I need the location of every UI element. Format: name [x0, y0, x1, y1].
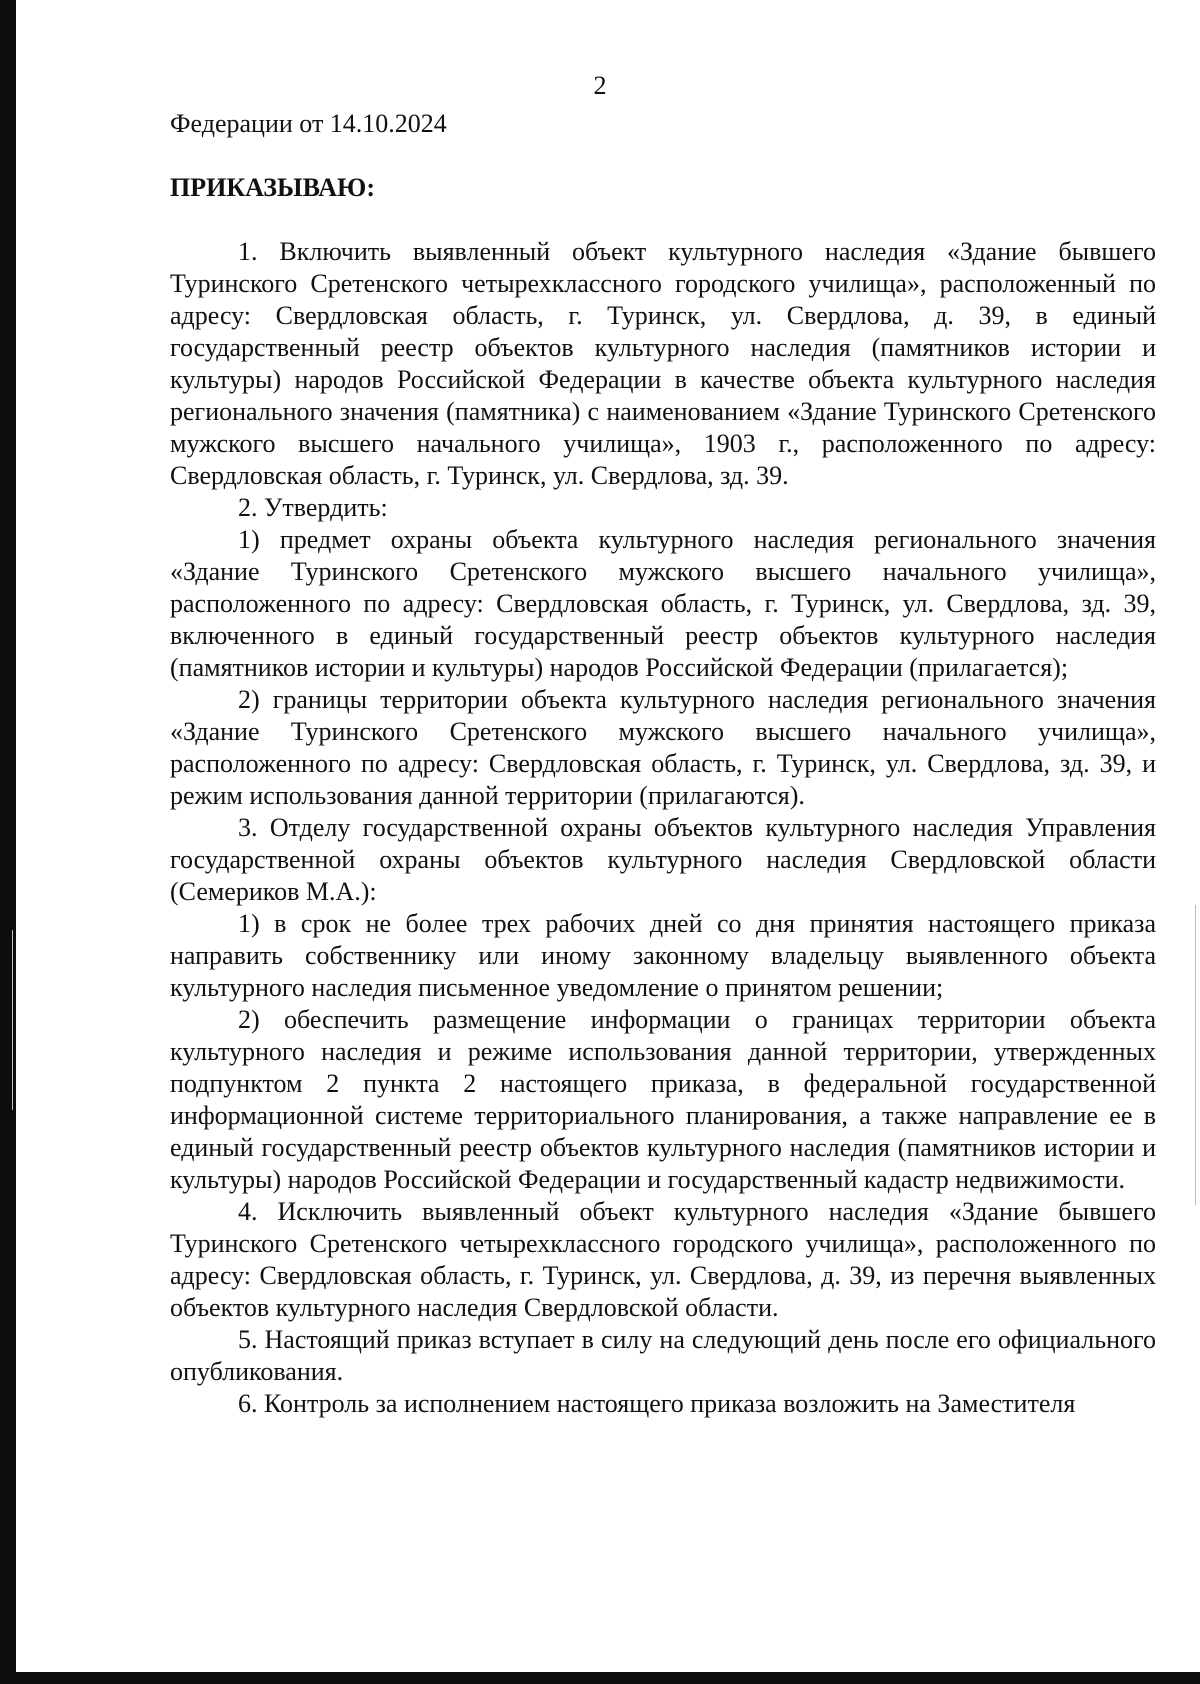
- paragraph-3: 3. Отделу государственной охраны объектов культурного наследия Управления государственной охраны объектов культурного наследия Свердловской области (Семериков М.А.):: [170, 813, 1156, 906]
- paragraph-6: 6. Контроль за исполнением настоящего приказа возложить на Заместителя: [238, 1389, 1076, 1418]
- paragraph-4: 4. Исключить выявленный объект культурного наследия «Здание бывшего Туринского Сретенского четырехклассного городского училища», расположенного по адресу: Свердловская область, г. Туринск, ул. Свердлова, д. 39, из перечня выявленных объектов культурного наследия Свердловской области.: [170, 1197, 1156, 1322]
- paragraph-1: 1. Включить выявленный объект культурного наследия «Здание бывшего Туринского Сретенского четырехклассного городского училища», расположенный по адресу: Свердловская область, г. Туринск, ул. Свердлова, д. 39, в единый государственный реестр объектов культурного наследия (памятников истории и культуры) народов Российской Федерации в качестве объекта культурного наследия регионального значения (памятника) с наименованием «Здание Туринского Сретенского мужского высшего начального училища», 1903 г., расположенного по адресу: Свердловская область, г. Туринск, ул. Свердлова, зд. 39.: [170, 237, 1156, 490]
- page-number: 2: [593, 71, 607, 100]
- paragraph-2-2: 2) границы территории объекта культурного наследия регионального значения «Здание Туринского Сретенского мужского высшего начального училища», расположенного по адресу: Свердловская область, г. Туринск, ул. Свердлова, зд. 39, и режим использования данной территории (прилагаются).: [170, 685, 1156, 810]
- scan-artifact-line: [1195, 905, 1196, 1205]
- paragraph-2: 2. Утвердить:: [238, 493, 388, 522]
- paragraph-5: 5. Настоящий приказ вступает в силу на следующий день после его официального опубликования.: [170, 1325, 1156, 1386]
- scan-edge-left: [0, 0, 16, 1684]
- scan-artifact-line: [12, 930, 13, 1110]
- document-body: [170, 108, 1156, 1420]
- paragraph-3-1: 1) в срок не более трех рабочих дней со дня принятия настоящего приказа направить собственнику или иному законному владельцу выявленного объекта культурного наследия письменное уведомление о принятом решении;: [170, 909, 1156, 1002]
- paragraph-3-2: 2) обеспечить размещение информации о границах территории объекта культурного наследия и режиме использования данной территории, утвержденных подпунктом 2 пункта 2 настоящего приказа, в федеральной государственной информационной системе территориального планирования, а также направление ее в единый государственный реестр объектов культурного наследия (памятников истории и культуры) народов Российской Федерации и государственный кадастр недвижимости.: [170, 1005, 1156, 1194]
- lead-fragment: Федерации от 14.10.2024: [170, 109, 447, 138]
- paragraph-2-1: 1) предмет охраны объекта культурного наследия регионального значения «Здание Туринского Сретенского мужского высшего начального училища», расположенного по адресу: Свердловская область, г. Туринск, ул. Свердлова, зд. 39, включенного в единый государственный реестр объектов культурного наследия (памятников истории и культуры) народов Российской Федерации (прилагается);: [170, 525, 1156, 682]
- scan-edge-bottom: [16, 1672, 1200, 1684]
- order-heading: ПРИКАЗЫВАЮ:: [170, 173, 375, 202]
